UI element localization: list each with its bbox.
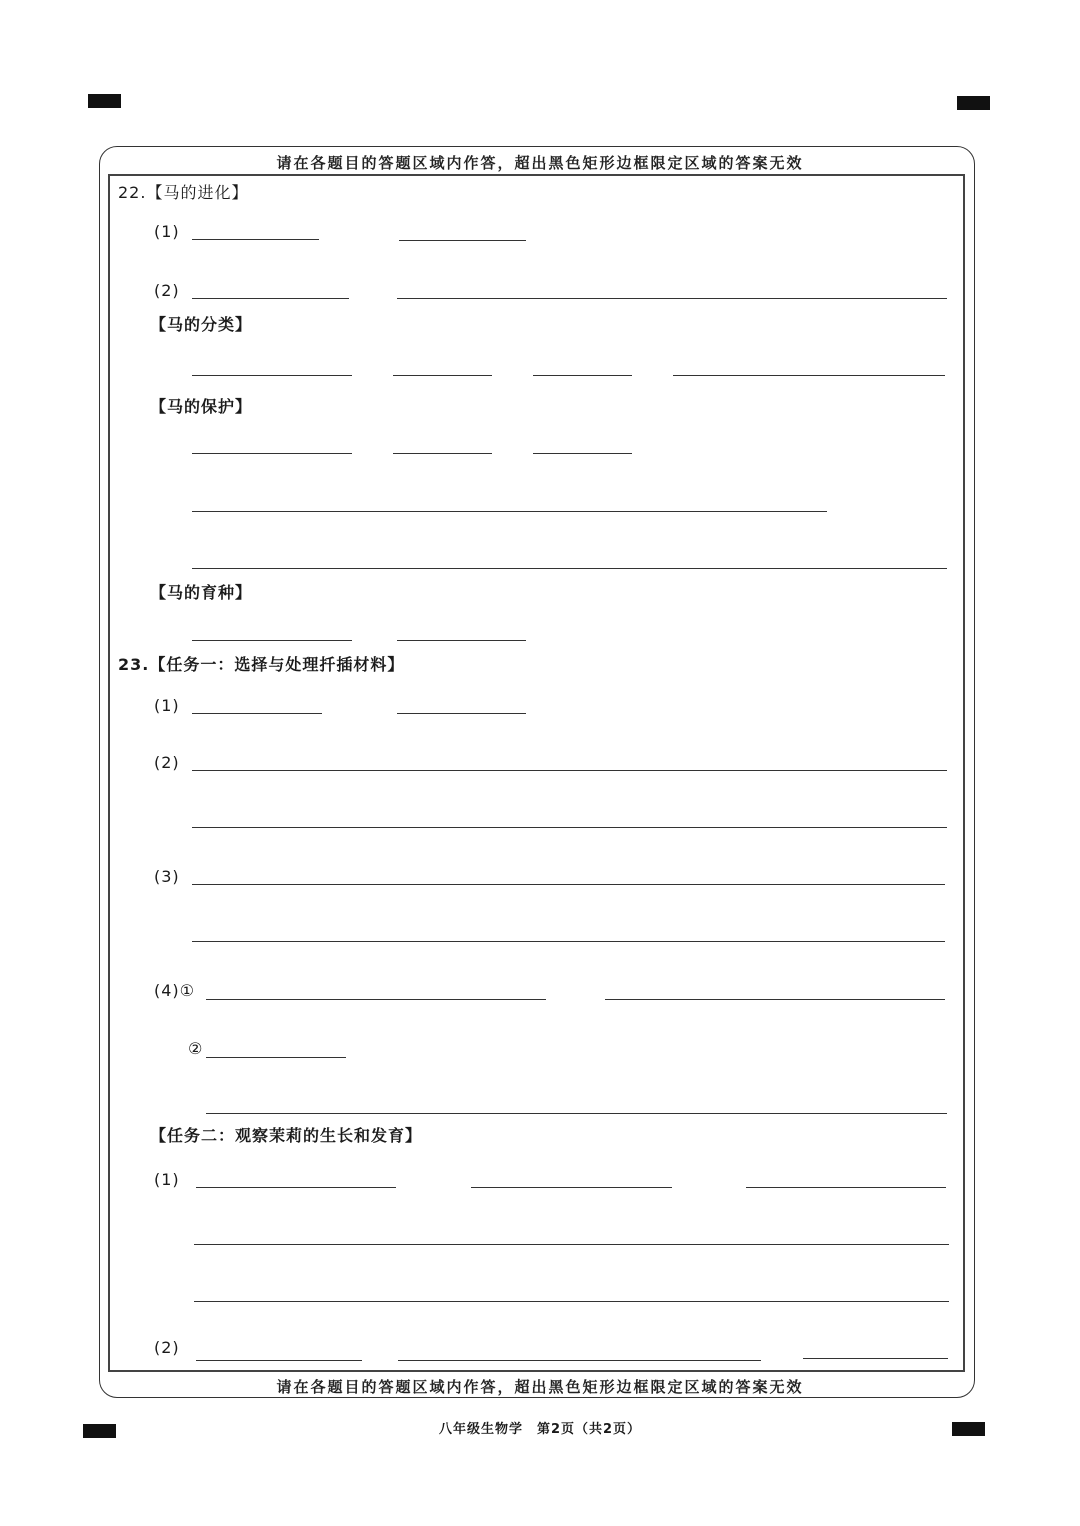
answer-line[interactable] xyxy=(605,999,945,1000)
answer-line[interactable] xyxy=(192,511,827,512)
answer-line[interactable] xyxy=(399,240,526,241)
answer-line[interactable] xyxy=(192,941,945,942)
answer-line[interactable] xyxy=(471,1187,672,1188)
q23-task2-part1-label: (1) xyxy=(154,1170,180,1189)
answer-line[interactable] xyxy=(206,999,546,1000)
answer-line[interactable] xyxy=(746,1187,946,1188)
answer-line[interactable] xyxy=(192,568,947,569)
answer-line[interactable] xyxy=(192,375,352,376)
answer-line[interactable] xyxy=(397,713,526,714)
answer-line[interactable] xyxy=(192,770,947,771)
answer-line[interactable] xyxy=(192,298,349,299)
answer-line[interactable] xyxy=(196,1360,362,1361)
answer-line[interactable] xyxy=(206,1057,346,1058)
answer-line[interactable] xyxy=(803,1358,948,1359)
answer-line[interactable] xyxy=(397,640,526,641)
answer-line[interactable] xyxy=(196,1187,396,1188)
answer-line[interactable] xyxy=(194,1301,949,1302)
q22-heading: 22.【马的进化】 xyxy=(118,183,249,202)
page-footer: 八年级生物学 第2页（共2页） xyxy=(438,1422,642,1437)
registration-mark-top-right xyxy=(957,96,990,110)
answer-line[interactable] xyxy=(393,453,492,454)
answer-line[interactable] xyxy=(192,713,322,714)
notice-bottom: 请在各题目的答题区域内作答，超出黑色矩形边框限定区域的答案无效 xyxy=(276,1378,804,1396)
answer-line[interactable] xyxy=(397,298,947,299)
answer-line[interactable] xyxy=(206,1113,947,1114)
answer-area-border xyxy=(108,174,965,1372)
q22-classification-heading: 【马的分类】 xyxy=(150,315,253,334)
q23-part4-label: (4)① xyxy=(154,981,196,1000)
answer-line[interactable] xyxy=(192,453,352,454)
answer-line[interactable] xyxy=(673,375,945,376)
answer-line[interactable] xyxy=(533,375,632,376)
answer-line[interactable] xyxy=(398,1360,761,1361)
answer-line[interactable] xyxy=(192,640,352,641)
q22-part1-label: (1) xyxy=(154,222,180,241)
q22-part2-label: (2) xyxy=(154,281,180,300)
answer-line[interactable] xyxy=(533,453,632,454)
q22-breeding-heading: 【马的育种】 xyxy=(150,583,253,602)
answer-line[interactable] xyxy=(192,827,947,828)
registration-mark-top-left xyxy=(88,94,121,108)
answer-line[interactable] xyxy=(194,1244,949,1245)
q23-part3-label: (3) xyxy=(154,867,180,886)
q23-heading: 23.【任务一：选择与处理扦插材料】 xyxy=(118,655,405,674)
q22-protection-heading: 【马的保护】 xyxy=(150,397,253,416)
answer-line[interactable] xyxy=(192,239,319,240)
q23-task2-part2-label: (2) xyxy=(154,1338,180,1357)
q23-part1-label: (1) xyxy=(154,696,180,715)
answer-line[interactable] xyxy=(393,375,492,376)
answer-line[interactable] xyxy=(192,884,945,885)
q23-part4-sub2-label: ② xyxy=(188,1039,204,1058)
notice-top: 请在各题目的答题区域内作答，超出黑色矩形边框限定区域的答案无效 xyxy=(276,154,804,172)
q23-task2-heading: 【任务二：观察茉莉的生长和发育】 xyxy=(150,1126,423,1145)
q23-part2-label: (2) xyxy=(154,753,180,772)
